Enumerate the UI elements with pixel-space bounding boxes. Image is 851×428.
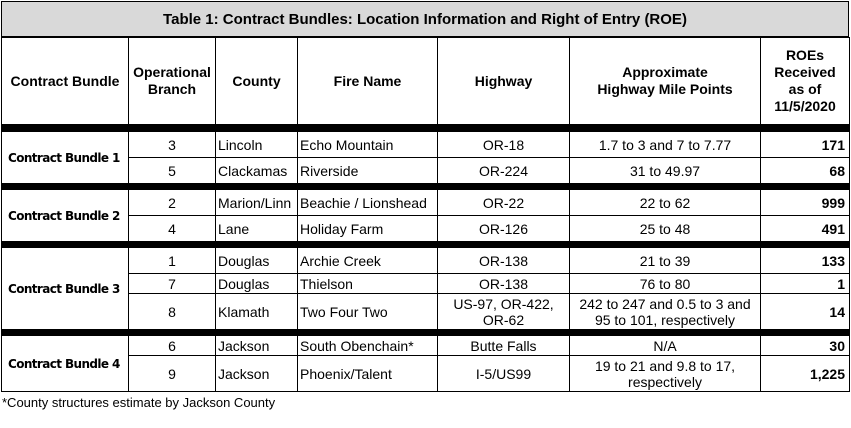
county-cell: Lincoln bbox=[216, 132, 298, 158]
mile-points-cell: 1.7 to 3 and 7 to 7.77 bbox=[570, 132, 761, 158]
county-cell: Jackson bbox=[216, 356, 298, 392]
mile-points-cell: 21 to 39 bbox=[570, 248, 761, 274]
highway-cell: Butte Falls bbox=[438, 336, 570, 356]
operational-branch-cell: 6 bbox=[129, 336, 216, 356]
mile-points-cell: 22 to 62 bbox=[570, 190, 761, 216]
header-mile-points: Approximate Highway Mile Points bbox=[570, 38, 761, 126]
header-highway: Highway bbox=[438, 38, 570, 126]
highway-cell: OR-18 bbox=[438, 132, 570, 158]
operational-branch-cell: 5 bbox=[129, 158, 216, 184]
header-operational-branch: Operational Branch bbox=[129, 38, 216, 126]
operational-branch-cell: 9 bbox=[129, 356, 216, 392]
header-contract-bundle: Contract Bundle bbox=[2, 38, 129, 126]
roe-count-cell: 1,225 bbox=[761, 356, 850, 392]
highway-cell: US-97, OR-422, OR-62 bbox=[438, 294, 570, 330]
fire-name-cell: Archie Creek bbox=[298, 248, 438, 274]
county-cell: Douglas bbox=[216, 274, 298, 294]
roe-count-cell: 999 bbox=[761, 190, 850, 216]
header-row bbox=[2, 38, 850, 126]
roe-count-cell: 133 bbox=[761, 248, 850, 274]
contract-bundle-name: Contract Bundle 3 bbox=[2, 248, 129, 330]
mile-points-cell: 242 to 247 and 0.5 to 3 and 95 to 101, respectively bbox=[570, 294, 761, 330]
operational-branch-cell: 4 bbox=[129, 216, 216, 242]
table-row bbox=[2, 336, 850, 356]
highway-cell: OR-126 bbox=[438, 216, 570, 242]
mile-points-cell: 76 to 80 bbox=[570, 274, 761, 294]
highway-cell: I-5/US99 bbox=[438, 356, 570, 392]
mile-points-cell: 25 to 48 bbox=[570, 216, 761, 242]
fire-name-cell: Riverside bbox=[298, 158, 438, 184]
highway-cell: OR-138 bbox=[438, 274, 570, 294]
operational-branch-cell: 8 bbox=[129, 294, 216, 330]
fire-name-cell: Holiday Farm bbox=[298, 216, 438, 242]
contract-bundles-table-container bbox=[1, 1, 849, 410]
county-cell: Klamath bbox=[216, 294, 298, 330]
fire-name-cell: Phoenix/Talent bbox=[298, 356, 438, 392]
table-row bbox=[2, 158, 850, 184]
county-cell: Jackson bbox=[216, 336, 298, 356]
fire-name-cell: Beachie / Lionshead bbox=[298, 190, 438, 216]
operational-branch-cell: 1 bbox=[129, 248, 216, 274]
table-row bbox=[2, 356, 850, 392]
footnote: *County structures estimate by Jackson County bbox=[2, 395, 276, 410]
table-row bbox=[2, 190, 850, 216]
highway-cell: OR-138 bbox=[438, 248, 570, 274]
roe-count-cell: 491 bbox=[761, 216, 850, 242]
contract-bundle-name: Contract Bundle 4 bbox=[2, 336, 129, 392]
contract-bundle-name: Contract Bundle 1 bbox=[2, 132, 129, 184]
operational-branch-cell: 7 bbox=[129, 274, 216, 294]
mile-points-cell: 19 to 21 and 9.8 to 17, respectively bbox=[570, 356, 761, 392]
roe-count-cell: 68 bbox=[761, 158, 850, 184]
contract-bundle-name: Contract Bundle 2 bbox=[2, 190, 129, 242]
roe-count-cell: 171 bbox=[761, 132, 850, 158]
highway-cell: OR-22 bbox=[438, 190, 570, 216]
mile-points-cell: 31 to 49.97 bbox=[570, 158, 761, 184]
header-fire-name: Fire Name bbox=[298, 38, 438, 126]
header-roes-received: ROEs Received as of 11/5/2020 bbox=[761, 38, 850, 126]
county-cell: Clackamas bbox=[216, 158, 298, 184]
table-row bbox=[2, 132, 850, 158]
county-cell: Marion/Linn bbox=[216, 190, 298, 216]
fire-name-cell: Thielson bbox=[298, 274, 438, 294]
operational-branch-cell: 3 bbox=[129, 132, 216, 158]
header-county: County bbox=[216, 38, 298, 126]
roe-count-cell: 1 bbox=[761, 274, 850, 294]
fire-name-cell: South Obenchain* bbox=[298, 336, 438, 356]
table-title: Table 1: Contract Bundles: Location Information and Right of Entry (ROE) bbox=[1, 1, 849, 37]
operational-branch-cell: 2 bbox=[129, 190, 216, 216]
table-row bbox=[2, 274, 850, 294]
fire-name-cell: Two Four Two bbox=[298, 294, 438, 330]
roe-count-cell: 14 bbox=[761, 294, 850, 330]
table-row bbox=[2, 294, 850, 330]
mile-points-cell: N/A bbox=[570, 336, 761, 356]
table-row bbox=[2, 216, 850, 242]
county-cell: Douglas bbox=[216, 248, 298, 274]
fire-name-cell: Echo Mountain bbox=[298, 132, 438, 158]
roe-count-cell: 30 bbox=[761, 336, 850, 356]
table-row bbox=[2, 248, 850, 274]
highway-cell: OR-224 bbox=[438, 158, 570, 184]
contract-bundles-table bbox=[1, 37, 850, 392]
county-cell: Lane bbox=[216, 216, 298, 242]
